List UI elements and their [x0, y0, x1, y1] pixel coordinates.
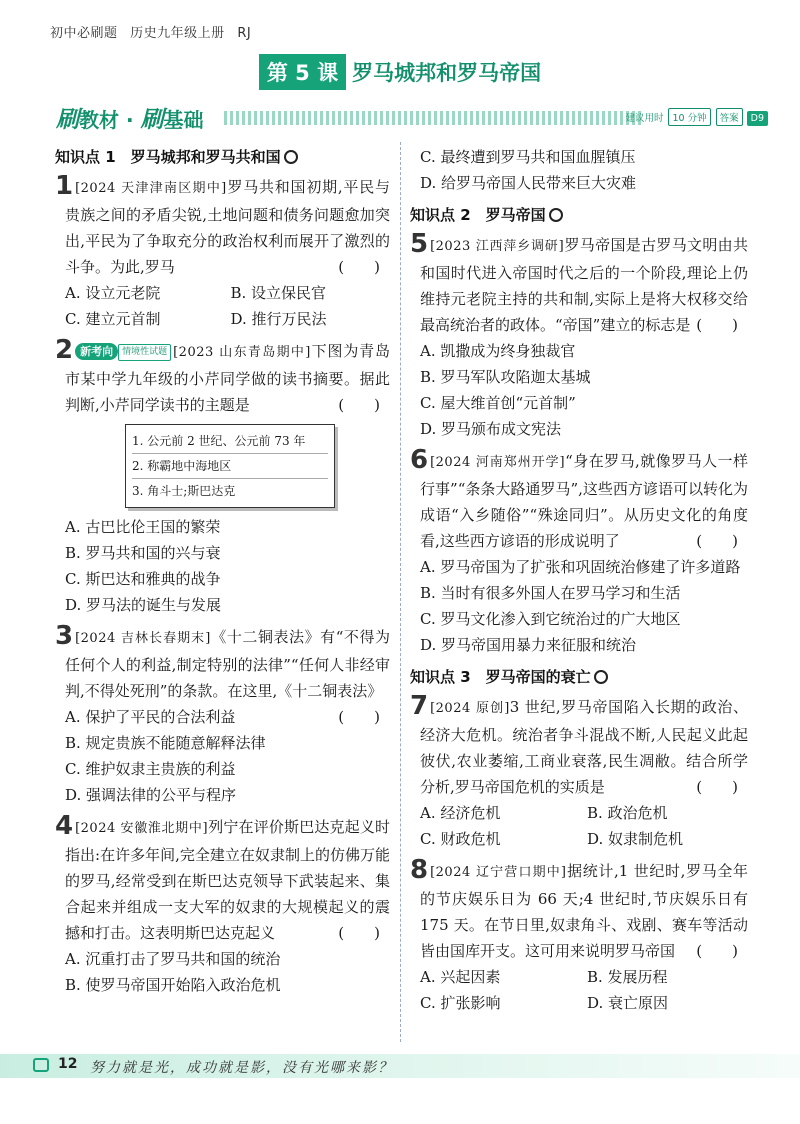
- option: C. 罗马文化渗入到它统治过的广大地区: [420, 610, 681, 628]
- question-8: 8 [2024 辽宁营口期中]据统计,1 世纪时,罗马全年的节庆娱乐日为 66 天;4 世纪时,节庆娱乐日有 175 天。在节日里,奴隶角斗、戏剧、赛车等活动皆由国库开支。这可用来说明罗马帝国 ( ) A. 兴起因素 B. 发展历程 C. 扩张影响 D. 衰亡原因: [410, 858, 748, 1016]
- question-6: 6 [2024 河南郑州开学]“身在罗马,就像罗马人一样行事”“条条大路通罗马”,这些西方谚语可以转化为成语“入乡随俗”“殊途同归”。从历史文化的角度看,这些西方谚语的形成说明了 ( ) A. 罗马帝国为了扩张和巩固统治修建了许多道路 B. 当时有很多外国人在罗马学习和生活 C. 罗马文化渗入到它统治过的广大地区 D. 罗马帝国用暴力来征服和统治: [410, 448, 748, 658]
- option: B. 罗马共和国的兴与衰: [65, 544, 221, 562]
- option: D. 罗马帝国用暴力来征服和统治: [420, 636, 637, 654]
- option: B. 当时有很多外国人在罗马学习和生活: [420, 584, 681, 602]
- option: B. 规定贵族不能随意解释法律: [65, 734, 266, 752]
- option: D. 罗马颁布成文宪法: [420, 420, 562, 438]
- option: C. 最终遭到罗马共和国血腥镇压: [420, 148, 636, 166]
- note-line: 2. 称霸地中海地区: [132, 454, 328, 479]
- band-stripes: [224, 111, 644, 125]
- option: D. 衰亡原因: [587, 994, 669, 1012]
- new-direction-badge: 新考向: [75, 343, 118, 360]
- page-footer: [0, 1054, 800, 1078]
- option: A. 设立元老院: [65, 284, 161, 302]
- option: B. 罗马军队攻陷迦太基城: [420, 368, 591, 386]
- section-band: [48, 101, 768, 133]
- option: D. 罗马法的诞生与发展: [65, 596, 222, 614]
- option: C. 维护奴隶主贵族的利益: [65, 760, 236, 778]
- lesson-title-bar: [0, 54, 800, 90]
- option: A. 罗马帝国为了扩张和巩固统治修建了许多道路: [420, 558, 741, 576]
- band-logo: 刷教材 · 刷基础: [56, 107, 204, 133]
- option: C. 建立元首制: [65, 310, 161, 328]
- left-column: [55, 144, 390, 1004]
- right-column: [410, 144, 748, 1022]
- suggested-time: 建议用时 10 分钟 答案 D9: [625, 108, 768, 126]
- situational-badge: 情境性试题: [118, 344, 171, 361]
- footer-motto: 努力就是光，成功就是影，没有光哪来影？: [90, 1060, 394, 1076]
- lesson-number: 第 5 课: [259, 54, 346, 90]
- option: D. 推行万民法: [230, 310, 327, 328]
- option: B. 设立保民官: [230, 284, 327, 302]
- option: B. 使罗马帝国开始陷入政治危机: [65, 976, 281, 994]
- book-edition: RJ: [237, 26, 252, 41]
- option: C. 财政危机: [420, 830, 501, 848]
- option: B. 政治危机: [587, 804, 668, 822]
- option: A. 古巴比伦王国的繁荣: [65, 518, 221, 536]
- question-4-continued: [410, 144, 748, 196]
- option: B. 发展历程: [587, 968, 668, 986]
- option: D. 强调法律的公平与程序: [65, 786, 237, 804]
- pen-icon: [284, 150, 298, 164]
- book-icon: [33, 1058, 49, 1072]
- option: C. 屋大维首创“元首制”: [420, 394, 576, 412]
- question-2: 2 新考向 情境性试题 [2023 山东青岛期中]下图为青岛市某中学九年级的小芹同学做的读书摘要。据此判断,小芹同学读书的主题是 ( ) 1. 公元前 2 世纪、公元前 73 年 2. 称霸地中海地区 3. 角斗士;斯巴达克 A. 古巴比伦王国的繁荣 B. 罗马共和国的兴与衰 C. 斯巴达和雅典的战争 D. 罗马法的诞生与发展: [55, 338, 390, 618]
- option: A. 兴起因素: [420, 968, 501, 986]
- question-5: 5 [2023 江西萍乡调研]罗马帝国是古罗马文明由共和国时代进入帝国时代之后的一个阶段,理论上仍维持元老院主持的共和制,实际上是将大权移交给最高统治者的政体。“帝国”建立的标志是 ( ) A. 凯撒成为终身独裁官 B. 罗马军队攻陷迦太基城 C. 屋大维首创“元首制” D. 罗马颁布成文宪法: [410, 232, 748, 442]
- question-3: 3 [2024 吉林长春期末]《十二铜表法》有“不得为任何个人的利益,制定特别的法律”“任何人非经审判,不得处死刑”的条款。在这里,《十二铜表法》 ( ) A. 保护了平民的合法利益 B. 规定贵族不能随意解释法律 C. 维护奴隶主贵族的利益 D. 强调法律的公平与程序: [55, 624, 390, 808]
- pen-icon: [549, 208, 563, 222]
- column-divider: [400, 142, 401, 1042]
- option: A. 沉重打击了罗马共和国的统治: [65, 950, 281, 968]
- option: D. 给罗马帝国人民带来巨大灾难: [420, 174, 637, 192]
- question-1: 1 [2024 天津津南区期中]罗马共和国初期,平民与贵族之间的矛盾尖锐,土地问题和债务问题愈加突出,平民为了争取充分的政治权利而展开了激烈的斗争。为此,罗马 ( ) A. 设立元老院 B. 设立保民官 C. 建立元首制 D. 推行万民法: [55, 174, 390, 332]
- question-4: 4 [2024 安徽淮北期中]列宁在评价斯巴达克起义时指出:在许多年间,完全建立在奴隶制上的仿佛万能的罗马,经常受到在斯巴达克领导下武装起来、集合起来并组成一支大军的奴隶的大规模起义的震撼和打击。这表明斯巴达克起义 ( ) A. 沉重打击了罗马共和国的统治 B. 使罗马帝国开始陷入政治危机: [55, 814, 390, 998]
- question-7: 7 [2024 原创]3 世纪,罗马帝国陷入长期的政治、经济大危机。统治者争斗混战不断,人民起义此起彼伏,农业萎缩,工商业衰落,民生凋敝。结合所学分析,罗马帝国危机的实质是 ( ) A. 经济危机 B. 政治危机 C. 财政危机 D. 奴隶制危机: [410, 694, 748, 852]
- book-header: [50, 22, 259, 41]
- note-line: 1. 公元前 2 世纪、公元前 73 年: [132, 429, 328, 454]
- pen-icon: [594, 670, 608, 684]
- note-line: 3. 角斗士;斯巴达克: [132, 484, 236, 498]
- knowledge-point-1: 知识点 1 罗马城邦和罗马共和国: [55, 144, 390, 170]
- knowledge-point-2: 知识点 2 罗马帝国: [410, 202, 748, 228]
- option: A. 经济危机: [420, 804, 501, 822]
- lesson-title: 罗马城邦和罗马帝国: [352, 61, 542, 85]
- option: C. 扩张影响: [420, 994, 501, 1012]
- option: D. 奴隶制危机: [587, 830, 684, 848]
- option: A. 凯撒成为终身独裁官: [420, 342, 576, 360]
- book-subject: 历史九年级上册: [130, 26, 225, 41]
- reading-notes-box: [125, 424, 335, 508]
- option: A. 保护了平民的合法利益: [65, 708, 236, 726]
- book-name: 初中必刷题: [50, 26, 118, 41]
- knowledge-point-3: 知识点 3 罗马帝国的衰亡: [410, 664, 748, 690]
- option: C. 斯巴达和雅典的战争: [65, 570, 221, 588]
- page-number: 12: [58, 1056, 78, 1072]
